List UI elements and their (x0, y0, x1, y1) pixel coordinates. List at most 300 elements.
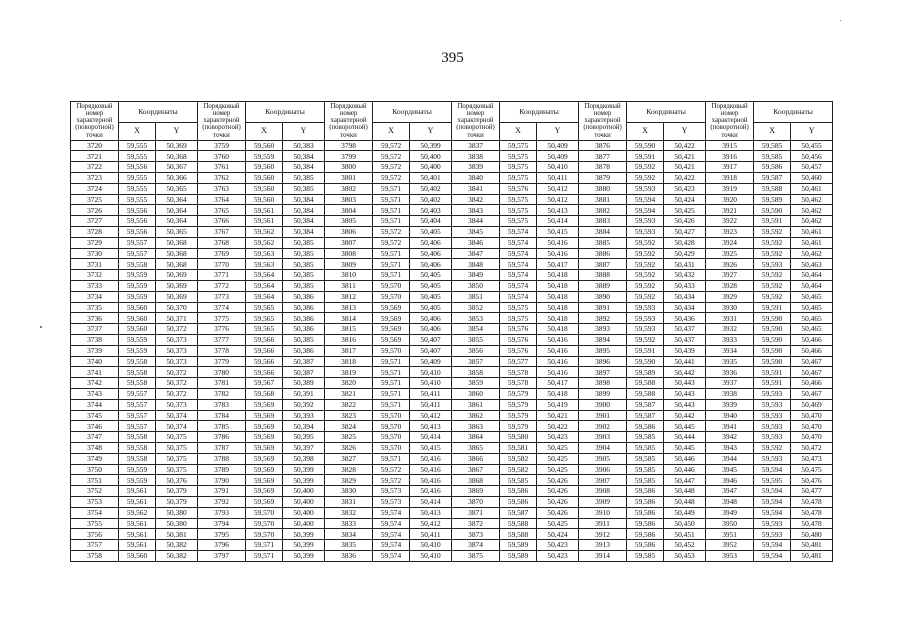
x-coordinate-cell: 59,577 (500, 356, 537, 367)
y-coordinate-cell: 50,412 (410, 518, 452, 529)
x-coordinate-cell: 59,594 (627, 205, 664, 216)
point-number-cell: 3905 (579, 453, 627, 464)
x-coordinate-cell: 59,562 (246, 227, 283, 238)
y-coordinate-cell: 50,461 (791, 183, 833, 194)
x-coordinate-cell: 59,591 (754, 216, 791, 227)
point-number-cell: 3944 (706, 453, 754, 464)
point-number-cell: 3744 (71, 399, 119, 410)
point-number-cell: 3804 (325, 205, 373, 216)
point-number-cell: 3761 (198, 162, 246, 173)
point-number-cell: 3752 (71, 486, 119, 497)
table-row (71, 205, 833, 216)
point-number-cell: 3843 (452, 205, 500, 216)
table-row (71, 432, 833, 443)
x-coordinate-cell: 59,579 (500, 410, 537, 421)
x-coordinate-cell: 59,571 (373, 356, 410, 367)
x-coordinate-cell: 59,555 (119, 173, 156, 184)
y-coordinate-cell: 50,465 (791, 291, 833, 302)
point-number-cell: 3844 (452, 216, 500, 227)
y-coordinate-cell: 50,375 (156, 432, 198, 443)
y-coordinate-cell: 50,405 (410, 270, 452, 281)
y-coordinate-cell: 50,443 (664, 378, 706, 389)
y-coordinate-cell: 50,399 (410, 140, 452, 151)
y-coordinate-cell: 50,386 (283, 313, 325, 324)
y-coordinate-cell: 50,448 (664, 496, 706, 507)
point-number-cell: 3724 (71, 183, 119, 194)
x-coordinate-cell: 59,588 (500, 529, 537, 540)
point-number-cell: 3848 (452, 259, 500, 270)
x-coordinate-cell: 59,594 (754, 507, 791, 518)
y-coordinate-cell: 50,389 (283, 378, 325, 389)
point-number-cell: 3924 (706, 237, 754, 248)
y-coordinate-cell: 50,375 (156, 442, 198, 453)
table-row (71, 183, 833, 194)
y-coordinate-cell: 50,405 (410, 302, 452, 313)
y-coordinate-cell: 50,426 (664, 216, 706, 227)
point-number-cell: 3791 (198, 486, 246, 497)
x-coordinate-cell: 59,576 (500, 183, 537, 194)
x-coordinate-cell: 59,592 (627, 248, 664, 259)
table-body (71, 140, 833, 561)
x-coordinate-cell: 59,574 (500, 248, 537, 259)
point-number-cell: 3916 (706, 151, 754, 162)
y-coordinate-cell: 50,373 (156, 345, 198, 356)
x-coordinate-cell: 59,561 (119, 496, 156, 507)
x-coordinate-cell: 59,571 (373, 205, 410, 216)
point-number-cell: 3920 (706, 194, 754, 205)
x-coordinate-cell: 59,592 (754, 270, 791, 281)
header-point-number: Порядковый номер характерной (поворотной) точки (579, 102, 627, 141)
y-coordinate-cell: 50,437 (664, 324, 706, 335)
point-number-cell: 3904 (579, 442, 627, 453)
y-coordinate-cell: 50,423 (664, 183, 706, 194)
point-number-cell: 3940 (706, 410, 754, 421)
y-coordinate-cell: 50,373 (156, 356, 198, 367)
point-number-cell: 3784 (198, 410, 246, 421)
x-coordinate-cell: 59,556 (119, 216, 156, 227)
y-coordinate-cell: 50,442 (664, 410, 706, 421)
x-coordinate-cell: 59,557 (119, 237, 156, 248)
x-coordinate-cell: 59,593 (754, 529, 791, 540)
y-coordinate-cell: 50,442 (664, 367, 706, 378)
point-number-cell: 3828 (325, 464, 373, 475)
table-row (71, 280, 833, 291)
point-number-cell: 3824 (325, 421, 373, 432)
y-coordinate-cell: 50,449 (664, 507, 706, 518)
header-point-number: Порядковый номер характерной (поворотной) точки (71, 102, 119, 141)
y-coordinate-cell: 50,402 (410, 194, 452, 205)
x-coordinate-cell: 59,564 (246, 270, 283, 281)
x-coordinate-cell: 59,569 (246, 399, 283, 410)
point-number-cell: 3900 (579, 399, 627, 410)
x-coordinate-cell: 59,568 (246, 388, 283, 399)
x-coordinate-cell: 59,586 (627, 496, 664, 507)
table-row (71, 302, 833, 313)
point-number-cell: 3929 (706, 291, 754, 302)
point-number-cell: 3720 (71, 140, 119, 151)
point-number-cell: 3834 (325, 529, 373, 540)
point-number-cell: 3914 (579, 550, 627, 561)
page-number: 395 (441, 50, 464, 66)
x-coordinate-cell: 59,557 (119, 388, 156, 399)
y-coordinate-cell: 50,422 (664, 173, 706, 184)
x-coordinate-cell: 59,560 (246, 140, 283, 151)
x-coordinate-cell: 59,560 (119, 324, 156, 335)
point-number-cell: 3899 (579, 388, 627, 399)
y-coordinate-cell: 50,473 (791, 453, 833, 464)
table-row (71, 540, 833, 551)
point-number-cell: 3782 (198, 388, 246, 399)
y-coordinate-cell: 50,443 (664, 388, 706, 399)
point-number-cell: 3729 (71, 237, 119, 248)
x-coordinate-cell: 59,576 (500, 324, 537, 335)
y-coordinate-cell: 50,371 (156, 313, 198, 324)
header-y: Y (537, 123, 579, 140)
x-coordinate-cell: 59,571 (246, 550, 283, 561)
y-coordinate-cell: 50,364 (156, 205, 198, 216)
point-number-cell: 3735 (71, 302, 119, 313)
table-row (71, 270, 833, 281)
point-number-cell: 3883 (579, 216, 627, 227)
x-coordinate-cell: 59,555 (119, 151, 156, 162)
y-coordinate-cell: 50,477 (791, 486, 833, 497)
y-coordinate-cell: 50,424 (537, 529, 579, 540)
x-coordinate-cell: 59,585 (627, 464, 664, 475)
y-coordinate-cell: 50,387 (283, 367, 325, 378)
x-coordinate-cell: 59,586 (627, 507, 664, 518)
x-coordinate-cell: 59,586 (627, 529, 664, 540)
x-coordinate-cell: 59,593 (754, 432, 791, 443)
y-coordinate-cell: 50,409 (537, 140, 579, 151)
x-coordinate-cell: 59,559 (119, 345, 156, 356)
x-coordinate-cell: 59,575 (500, 162, 537, 173)
table-row (71, 399, 833, 410)
y-coordinate-cell: 50,418 (537, 291, 579, 302)
x-coordinate-cell: 59,575 (500, 216, 537, 227)
x-coordinate-cell: 59,593 (754, 399, 791, 410)
point-number-cell: 3910 (579, 507, 627, 518)
point-number-cell: 3815 (325, 324, 373, 335)
point-number-cell: 3943 (706, 442, 754, 453)
y-coordinate-cell: 50,418 (537, 388, 579, 399)
x-coordinate-cell: 59,594 (627, 194, 664, 205)
y-coordinate-cell: 50,414 (537, 216, 579, 227)
x-coordinate-cell: 59,578 (500, 367, 537, 378)
x-coordinate-cell: 59,593 (627, 183, 664, 194)
y-coordinate-cell: 50,372 (156, 388, 198, 399)
table-row (71, 550, 833, 561)
y-coordinate-cell: 50,373 (156, 399, 198, 410)
x-coordinate-cell: 59,558 (119, 259, 156, 270)
point-number-cell: 3776 (198, 324, 246, 335)
point-number-cell: 3787 (198, 442, 246, 453)
y-coordinate-cell: 50,418 (537, 270, 579, 281)
point-number-cell: 3759 (198, 140, 246, 151)
point-number-cell: 3727 (71, 216, 119, 227)
point-number-cell: 3751 (71, 475, 119, 486)
y-coordinate-cell: 50,382 (156, 540, 198, 551)
y-coordinate-cell: 50,402 (410, 183, 452, 194)
point-number-cell: 3934 (706, 345, 754, 356)
y-coordinate-cell: 50,374 (156, 421, 198, 432)
point-number-cell: 3771 (198, 270, 246, 281)
point-number-cell: 3794 (198, 518, 246, 529)
y-coordinate-cell: 50,412 (537, 194, 579, 205)
y-coordinate-cell: 50,391 (283, 388, 325, 399)
point-number-cell: 3854 (452, 324, 500, 335)
y-coordinate-cell: 50,418 (537, 324, 579, 335)
point-number-cell: 3918 (706, 173, 754, 184)
table-row (71, 194, 833, 205)
header-coordinates: Координаты (246, 102, 325, 123)
table-row (71, 259, 833, 270)
y-coordinate-cell: 50,368 (156, 259, 198, 270)
y-coordinate-cell: 50,480 (791, 529, 833, 540)
point-number-cell: 3907 (579, 475, 627, 486)
point-number-cell: 3734 (71, 291, 119, 302)
point-number-cell: 3887 (579, 259, 627, 270)
x-coordinate-cell: 59,574 (500, 237, 537, 248)
y-coordinate-cell: 50,445 (664, 442, 706, 453)
point-number-cell: 3845 (452, 227, 500, 238)
point-number-cell: 3872 (452, 518, 500, 529)
table-row (71, 162, 833, 173)
y-coordinate-cell: 50,439 (664, 345, 706, 356)
y-coordinate-cell: 50,399 (283, 550, 325, 561)
point-number-cell: 3835 (325, 540, 373, 551)
y-coordinate-cell: 50,409 (537, 151, 579, 162)
x-coordinate-cell: 59,588 (627, 388, 664, 399)
point-number-cell: 3747 (71, 432, 119, 443)
x-coordinate-cell: 59,570 (373, 442, 410, 453)
x-coordinate-cell: 59,576 (500, 345, 537, 356)
point-number-cell: 3797 (198, 550, 246, 561)
y-coordinate-cell: 50,401 (410, 173, 452, 184)
x-coordinate-cell: 59,589 (500, 550, 537, 561)
header-y: Y (664, 123, 706, 140)
y-coordinate-cell: 50,426 (537, 475, 579, 486)
x-coordinate-cell: 59,586 (500, 496, 537, 507)
y-coordinate-cell: 50,423 (537, 432, 579, 443)
x-coordinate-cell: 59,557 (119, 248, 156, 259)
point-number-cell: 3859 (452, 378, 500, 389)
y-coordinate-cell: 50,412 (537, 183, 579, 194)
point-number-cell: 3778 (198, 345, 246, 356)
point-number-cell: 3818 (325, 356, 373, 367)
x-coordinate-cell: 59,592 (627, 291, 664, 302)
point-number-cell: 3838 (452, 151, 500, 162)
x-coordinate-cell: 59,561 (119, 540, 156, 551)
y-coordinate-cell: 50,455 (791, 140, 833, 151)
x-coordinate-cell: 59,590 (754, 324, 791, 335)
point-number-cell: 3908 (579, 486, 627, 497)
coordinates-table (70, 101, 833, 562)
x-coordinate-cell: 59,572 (373, 151, 410, 162)
y-coordinate-cell: 50,382 (156, 550, 198, 561)
point-number-cell: 3830 (325, 486, 373, 497)
point-number-cell: 3882 (579, 205, 627, 216)
x-coordinate-cell: 59,571 (373, 183, 410, 194)
y-coordinate-cell: 50,369 (156, 140, 198, 151)
y-coordinate-cell: 50,413 (410, 421, 452, 432)
point-number-cell: 3864 (452, 432, 500, 443)
x-coordinate-cell: 59,569 (246, 442, 283, 453)
x-coordinate-cell: 59,556 (119, 162, 156, 173)
x-coordinate-cell: 59,559 (119, 280, 156, 291)
y-coordinate-cell: 50,416 (410, 475, 452, 486)
point-number-cell: 3948 (706, 496, 754, 507)
x-coordinate-cell: 59,594 (754, 486, 791, 497)
y-coordinate-cell: 50,445 (664, 421, 706, 432)
y-coordinate-cell: 50,462 (791, 205, 833, 216)
y-coordinate-cell: 50,383 (283, 140, 325, 151)
y-coordinate-cell: 50,410 (410, 550, 452, 561)
x-coordinate-cell: 59,574 (373, 507, 410, 518)
x-coordinate-cell: 59,593 (627, 313, 664, 324)
header-point-number: Порядковый номер характерной (поворотной) точки (452, 102, 500, 141)
y-coordinate-cell: 50,405 (410, 227, 452, 238)
point-number-cell: 3879 (579, 173, 627, 184)
point-number-cell: 3869 (452, 486, 500, 497)
x-coordinate-cell: 59,563 (246, 248, 283, 259)
x-coordinate-cell: 59,592 (754, 227, 791, 238)
point-number-cell: 3790 (198, 475, 246, 486)
y-coordinate-cell: 50,370 (156, 302, 198, 313)
y-coordinate-cell: 50,380 (156, 518, 198, 529)
y-coordinate-cell: 50,461 (791, 237, 833, 248)
x-coordinate-cell: 59,594 (754, 550, 791, 561)
y-coordinate-cell: 50,465 (791, 313, 833, 324)
y-coordinate-cell: 50,481 (791, 550, 833, 561)
x-coordinate-cell: 59,592 (754, 237, 791, 248)
point-number-cell: 3768 (198, 237, 246, 248)
x-coordinate-cell: 59,571 (373, 194, 410, 205)
x-coordinate-cell: 59,560 (119, 313, 156, 324)
y-coordinate-cell: 50,427 (664, 227, 706, 238)
x-coordinate-cell: 59,564 (246, 280, 283, 291)
y-coordinate-cell: 50,385 (283, 334, 325, 345)
x-coordinate-cell: 59,559 (246, 151, 283, 162)
point-number-cell: 3858 (452, 367, 500, 378)
x-coordinate-cell: 59,569 (246, 475, 283, 486)
point-number-cell: 3793 (198, 507, 246, 518)
point-number-cell: 3808 (325, 248, 373, 259)
point-number-cell: 3880 (579, 183, 627, 194)
y-coordinate-cell: 50,418 (537, 280, 579, 291)
x-coordinate-cell: 59,594 (754, 464, 791, 475)
point-number-cell: 3822 (325, 399, 373, 410)
x-coordinate-cell: 59,570 (246, 518, 283, 529)
y-coordinate-cell: 50,465 (791, 324, 833, 335)
y-coordinate-cell: 50,385 (283, 280, 325, 291)
y-coordinate-cell: 50,373 (156, 334, 198, 345)
point-number-cell: 3798 (325, 140, 373, 151)
point-number-cell: 3867 (452, 464, 500, 475)
x-coordinate-cell: 59,562 (119, 507, 156, 518)
x-coordinate-cell: 59,572 (373, 464, 410, 475)
point-number-cell: 3856 (452, 345, 500, 356)
point-number-cell: 3741 (71, 367, 119, 378)
table-row (71, 173, 833, 184)
y-coordinate-cell: 50,409 (410, 356, 452, 367)
header-point-number: Порядковый номер характерной (поворотной) точки (706, 102, 754, 141)
table-row (71, 151, 833, 162)
y-coordinate-cell: 50,399 (283, 540, 325, 551)
table-row (71, 442, 833, 453)
y-coordinate-cell: 50,406 (410, 324, 452, 335)
point-number-cell: 3821 (325, 388, 373, 399)
y-coordinate-cell: 50,416 (537, 237, 579, 248)
point-number-cell: 3953 (706, 550, 754, 561)
x-coordinate-cell: 59,586 (754, 162, 791, 173)
x-coordinate-cell: 59,566 (246, 345, 283, 356)
y-coordinate-cell: 50,392 (283, 399, 325, 410)
point-number-cell: 3892 (579, 313, 627, 324)
y-coordinate-cell: 50,407 (410, 345, 452, 356)
point-number-cell: 3765 (198, 205, 246, 216)
point-number-cell: 3875 (452, 550, 500, 561)
y-coordinate-cell: 50,464 (791, 270, 833, 281)
y-coordinate-cell: 50,443 (664, 399, 706, 410)
point-number-cell: 3728 (71, 227, 119, 238)
x-coordinate-cell: 59,592 (754, 248, 791, 259)
table-row (71, 529, 833, 540)
header-point-number: Порядковый номер характерной (поворотной) точки (198, 102, 246, 141)
y-coordinate-cell: 50,466 (791, 378, 833, 389)
y-coordinate-cell: 50,433 (664, 280, 706, 291)
x-coordinate-cell: 59,571 (373, 399, 410, 410)
y-coordinate-cell: 50,423 (537, 540, 579, 551)
point-number-cell: 3902 (579, 421, 627, 432)
y-coordinate-cell: 50,410 (410, 540, 452, 551)
x-coordinate-cell: 59,555 (119, 140, 156, 151)
x-coordinate-cell: 59,586 (627, 540, 664, 551)
point-number-cell: 3721 (71, 151, 119, 162)
x-coordinate-cell: 59,558 (119, 367, 156, 378)
point-number-cell: 3826 (325, 442, 373, 453)
x-coordinate-cell: 59,579 (500, 388, 537, 399)
y-coordinate-cell: 50,434 (664, 302, 706, 313)
table-row (71, 216, 833, 227)
x-coordinate-cell: 59,586 (500, 486, 537, 497)
scan-speck (40, 326, 42, 328)
x-coordinate-cell: 59,589 (754, 194, 791, 205)
x-coordinate-cell: 59,592 (627, 270, 664, 281)
table-row (71, 291, 833, 302)
x-coordinate-cell: 59,575 (500, 205, 537, 216)
point-number-cell: 3754 (71, 507, 119, 518)
header-y: Y (791, 123, 833, 140)
point-number-cell: 3915 (706, 140, 754, 151)
header-y: Y (410, 123, 452, 140)
x-coordinate-cell: 59,569 (246, 453, 283, 464)
point-number-cell: 3809 (325, 259, 373, 270)
x-coordinate-cell: 59,556 (119, 205, 156, 216)
table-row (71, 507, 833, 518)
y-coordinate-cell: 50,470 (791, 432, 833, 443)
point-number-cell: 3930 (706, 302, 754, 313)
y-coordinate-cell: 50,416 (410, 464, 452, 475)
x-coordinate-cell: 59,590 (754, 313, 791, 324)
point-number-cell: 3894 (579, 334, 627, 345)
x-coordinate-cell: 59,592 (627, 280, 664, 291)
y-coordinate-cell: 50,465 (791, 302, 833, 313)
point-number-cell: 3795 (198, 529, 246, 540)
y-coordinate-cell: 50,416 (537, 345, 579, 356)
y-coordinate-cell: 50,444 (664, 432, 706, 443)
x-coordinate-cell: 59,589 (500, 540, 537, 551)
x-coordinate-cell: 59,571 (373, 388, 410, 399)
